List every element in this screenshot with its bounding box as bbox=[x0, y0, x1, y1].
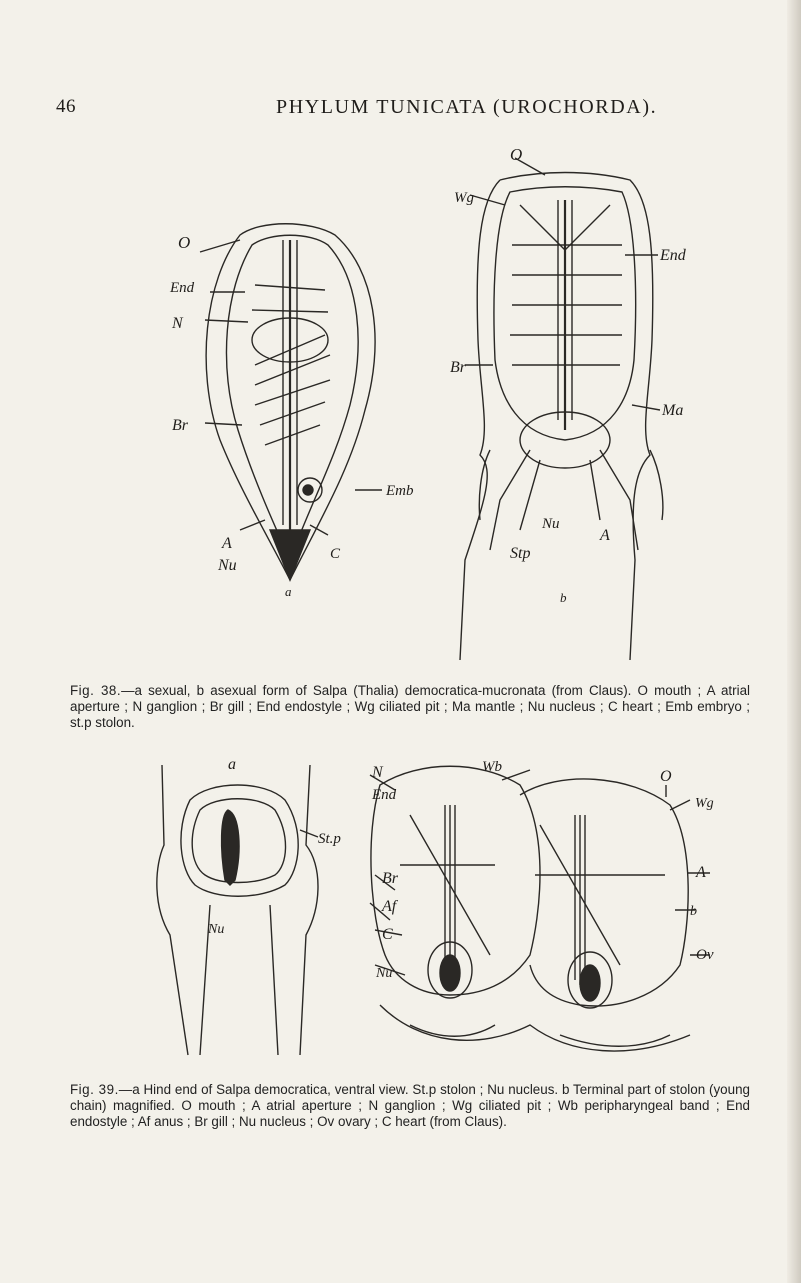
fig39a-sublabel: a bbox=[228, 756, 236, 773]
fig39b-label-Wb: Wb bbox=[482, 759, 502, 775]
fig38b-label-Stp: Stp bbox=[510, 545, 531, 562]
fig39b-label-Af: Af bbox=[382, 898, 397, 915]
fig39b-label-O: O bbox=[660, 768, 672, 785]
fig39a-label-Stp: St.p bbox=[318, 831, 341, 847]
fig38a-label-N: N bbox=[172, 315, 183, 332]
fig38b-sublabel: b bbox=[560, 590, 567, 605]
figure-38-caption-lead: Fig. 38. bbox=[70, 683, 122, 698]
fig38a-label-A: A bbox=[222, 535, 232, 552]
fig38a-label-Nu: Nu bbox=[218, 557, 237, 574]
page-header bbox=[56, 96, 776, 126]
fig39a-outline bbox=[157, 765, 318, 1055]
page-number: 46 bbox=[56, 96, 76, 117]
fig38a-label-C: C bbox=[330, 546, 341, 562]
fig38b-body-outline bbox=[460, 173, 663, 661]
fig38b-label-A: A bbox=[600, 527, 610, 544]
fig38b-label-Ma: Ma bbox=[662, 402, 684, 419]
fig38b-label-End: End bbox=[660, 247, 686, 264]
figure-39-caption-text: —a Hind end of Salpa democratica, ventral view. St.p stolon ; Nu nucleus. b Terminal part of stolon (young chain) magnified. O mouth ; A atrial aperture ; N ganglion ; Wg ciliated pit ; Wb peripharyngeal band ; End endostyle ; Af anus ; Br gill ; Nu nucleus ; Ov ovary ; C heart (from Claus). bbox=[70, 1082, 750, 1129]
fig39b-sublabel: b bbox=[690, 904, 697, 919]
fig38a-sublabel: a bbox=[285, 584, 292, 599]
fig39a-label-Nu: Nu bbox=[208, 922, 225, 937]
fig39b-label-N: N bbox=[372, 764, 383, 781]
fig38b-label-Nu: Nu bbox=[542, 516, 560, 532]
fig39b-label-End: End bbox=[372, 787, 397, 803]
fig38a-label-O: O bbox=[178, 233, 191, 252]
fig38b-label-Wg: Wg bbox=[454, 190, 474, 206]
fig39b-label-Wg: Wg bbox=[695, 796, 714, 811]
fig38b-label-Br: Br bbox=[450, 359, 466, 376]
figure-39 bbox=[150, 755, 730, 1065]
fig38a-label-Br: Br bbox=[172, 417, 188, 434]
figure-38-caption bbox=[70, 683, 750, 731]
fig39b-label-Ov: Ov bbox=[696, 947, 714, 963]
figure-39-caption bbox=[70, 1082, 750, 1130]
figure-39-caption-lead: Fig. 39. bbox=[70, 1082, 119, 1097]
fig38b-label-O: O bbox=[510, 145, 523, 164]
fig39b-label-C: C bbox=[382, 926, 393, 943]
fig39b-label-Nu: Nu bbox=[376, 966, 393, 981]
fig38a-body-outline bbox=[206, 224, 375, 580]
running-head: PHYLUM TUNICATA (UROCHORDA). bbox=[276, 96, 658, 118]
fig38a-label-Emb: Emb bbox=[386, 483, 414, 499]
fig38a-label-End: End bbox=[170, 280, 195, 296]
fig39b-label-Br: Br bbox=[382, 870, 398, 887]
fig39b-outline bbox=[371, 766, 690, 1051]
page-edge-shadow bbox=[787, 0, 801, 1283]
figure-38-caption-text: —a sexual, b asexual form of Salpa (Thalia) democratica-mucronata (from Claus). O mouth ; A atrial aperture ; N ganglion ; Br gill ; End endostyle ; Wg ciliated pit ; Ma mantle ; Nu nucleus ; C heart ; Emb embryo ; st.p stolon. bbox=[70, 683, 750, 730]
figure-39-illustration bbox=[150, 755, 730, 1065]
figure-38-illustration bbox=[160, 140, 720, 680]
figure-38 bbox=[160, 140, 720, 680]
fig39b-label-A: A bbox=[696, 864, 706, 881]
